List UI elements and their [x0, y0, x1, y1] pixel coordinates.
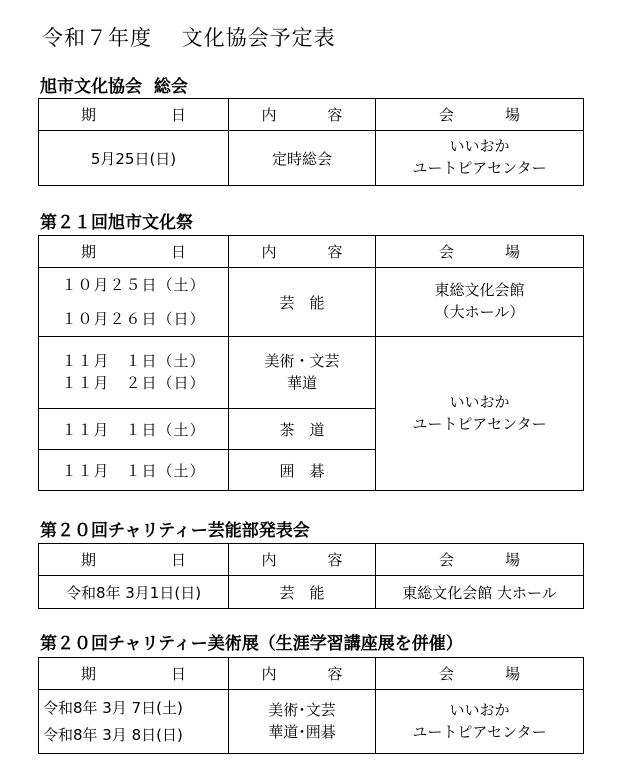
- date-cell: １０月２５日（土） １０月２６日（日）: [39, 268, 229, 337]
- content-cell: 芸 能: [229, 576, 376, 609]
- section-title-culture-festival: 第２１回旭市文化祭: [40, 213, 193, 233]
- header-content: 内 容: [229, 658, 376, 690]
- header-content: 内 容: [229, 99, 376, 131]
- culture-festival-table: [38, 235, 584, 491]
- section-title-general-meeting: 旭市文化協会 総会: [40, 77, 188, 97]
- header-date: 期 日: [39, 658, 229, 690]
- table-header-row: [39, 658, 584, 690]
- header-date: 期 日: [39, 544, 229, 576]
- venue-cell: 東総文化会館 大ホール: [376, 576, 584, 609]
- header-date: 期 日: [39, 236, 229, 268]
- table-header-row: [39, 544, 584, 576]
- header-venue: 会 場: [376, 658, 584, 690]
- table-row: [39, 337, 584, 409]
- content-cell: 茶 道: [229, 409, 376, 450]
- general-meeting-table: [38, 98, 584, 186]
- venue-cell: いいおか ユートピアセンター: [376, 131, 584, 186]
- header-date: 期 日: [39, 99, 229, 131]
- date-cell: 令和8年 3月 7日(土) 令和8年 3月 8日(日): [39, 690, 229, 754]
- table-row: [39, 576, 584, 609]
- charity-performance-table: [38, 543, 584, 609]
- header-content: 内 容: [229, 236, 376, 268]
- table-row: [39, 690, 584, 754]
- header-venue: 会 場: [376, 99, 584, 131]
- section-title-charity-performance: 第２０回チャリティー芸能部発表会: [40, 521, 310, 541]
- date-cell: 令和8年 3月1日(日): [39, 576, 229, 609]
- table-header-row: [39, 236, 584, 268]
- table-header-row: [39, 99, 584, 131]
- content-cell: 囲 碁: [229, 450, 376, 491]
- date-cell: １１月 １日（土）: [39, 409, 229, 450]
- header-venue: 会 場: [376, 544, 584, 576]
- charity-art-exhibition-table: [38, 657, 584, 754]
- section-title-charity-art-exhibition: 第２０回チャリティー美術展（生涯学習講座展を併催）: [40, 634, 463, 654]
- content-cell: 美術・文芸 華道: [229, 337, 376, 409]
- table-row: [39, 131, 584, 186]
- table-row: [39, 268, 584, 337]
- date-cell: 5月25日(日): [39, 131, 229, 186]
- date-cell: １１月 １日（土）: [39, 450, 229, 491]
- content-cell: 芸 能: [229, 268, 376, 337]
- header-content: 内 容: [229, 544, 376, 576]
- content-cell: 美術･文芸 華道･囲碁: [229, 690, 376, 754]
- content-cell: 定時総会: [229, 131, 376, 186]
- shared-venue-cell: いいおか ユートピアセンター: [376, 337, 584, 491]
- page-title: 令和７年度 文化協会予定表: [42, 26, 336, 50]
- date-cell: １１月 １日（土） １１月 ２日（日）: [39, 337, 229, 409]
- header-venue: 会 場: [376, 236, 584, 268]
- venue-cell: 東総文化会館 （大ホール）: [376, 268, 584, 337]
- venue-cell: いいおか ユートピアセンター: [376, 690, 584, 754]
